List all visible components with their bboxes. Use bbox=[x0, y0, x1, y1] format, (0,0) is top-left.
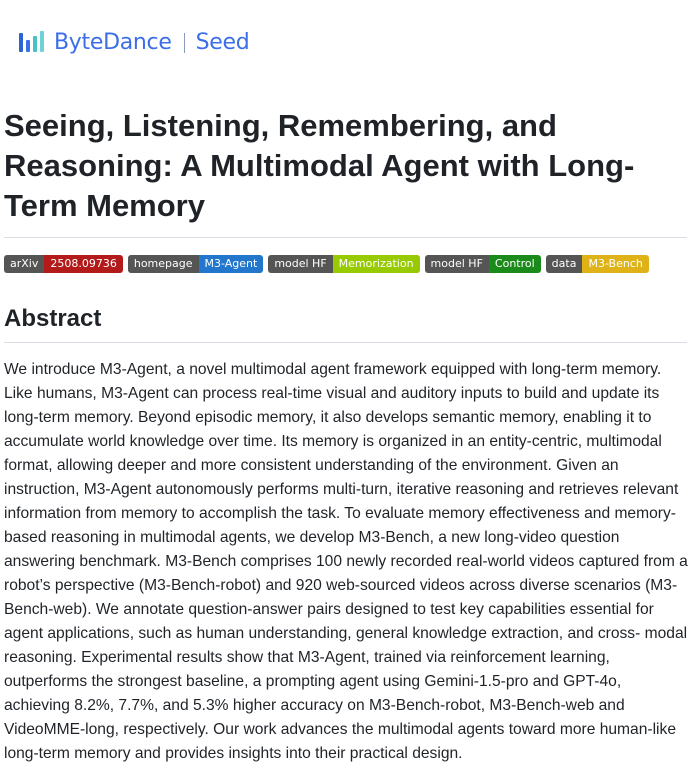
logo[interactable] bbox=[18, 28, 249, 58]
title-divider bbox=[4, 237, 687, 238]
badge-row bbox=[4, 255, 649, 273]
data-badge[interactable] bbox=[546, 255, 649, 273]
badge-label: model HF bbox=[268, 255, 332, 273]
logo-brand-text: ByteDance bbox=[54, 30, 172, 55]
logo-separator bbox=[184, 33, 185, 53]
badge-label: homepage bbox=[128, 255, 199, 273]
arxiv-badge[interactable] bbox=[4, 255, 123, 273]
homepage-badge[interactable] bbox=[128, 255, 263, 273]
badge-value: M3-Agent bbox=[199, 255, 264, 273]
badge-value: Memorization bbox=[333, 255, 420, 273]
page-title: Seeing, Listening, Remembering, and Reasoning: A Multimodal Agent with Long-Term Memory bbox=[4, 108, 635, 223]
abstract-heading: Abstract bbox=[4, 305, 102, 332]
badge-label: model HF bbox=[425, 255, 489, 273]
badge-value: Control bbox=[489, 255, 541, 273]
badge-label: data bbox=[546, 255, 583, 273]
model-control-badge[interactable] bbox=[425, 255, 541, 273]
logo-sub-text: Seed bbox=[195, 30, 250, 55]
badge-label: arXiv bbox=[4, 255, 44, 273]
badge-value: M3-Bench bbox=[582, 255, 648, 273]
abstract-text: We introduce M3-Agent, a novel multimodal agent framework equipped with long-term memory. Like humans, M3-Agent can process real-time visual and auditory inputs to build and update its long-term memory. Beyond episodic memory, it also develops semantic memory, enabling it to accumulate world knowledge over time. Its memory is organized in an entity-centric, multimodal format, allowing deeper and more consistent understanding of the environment. Given an instruction, M3-Agent autonomously performs multi-turn, iterative reasoning and retrieves relevant information from memory to accomplish the task. To evaluate memory effectiveness and memory-based reasoning in multimodal agents, we develop M3-Bench, a new long-video question answering benchmark. M3-Bench comprises 100 newly recorded real-world videos captured from a robot’s perspective (M3-Bench-robot) and 920 web-sourced videos across diverse scenarios (M3-Bench-web). We annotate question-answer pairs designed to test key capabilities essential for agent applications, such as human understanding, general knowledge extraction, and cross- modal reasoning. Experimental results show that M3-Agent, trained via reinforcement learning, outperforms the strongest baseline, a prompting agent using Gemini-1.5-pro and GPT-4o, achieving 8.2%, 7.7%, and 5.3% higher accuracy on M3-Bench-robot, M3-Bench-web and VideoMME-long, respectively. Our work advances the multimodal agents toward more human-like long-term memory and provides insights into their practical design. bbox=[4, 361, 688, 762]
abstract-divider bbox=[4, 342, 687, 343]
badge-value: 2508.09736 bbox=[44, 255, 122, 273]
bytedance-logo-icon bbox=[18, 30, 48, 56]
model-memorization-badge[interactable] bbox=[268, 255, 419, 273]
